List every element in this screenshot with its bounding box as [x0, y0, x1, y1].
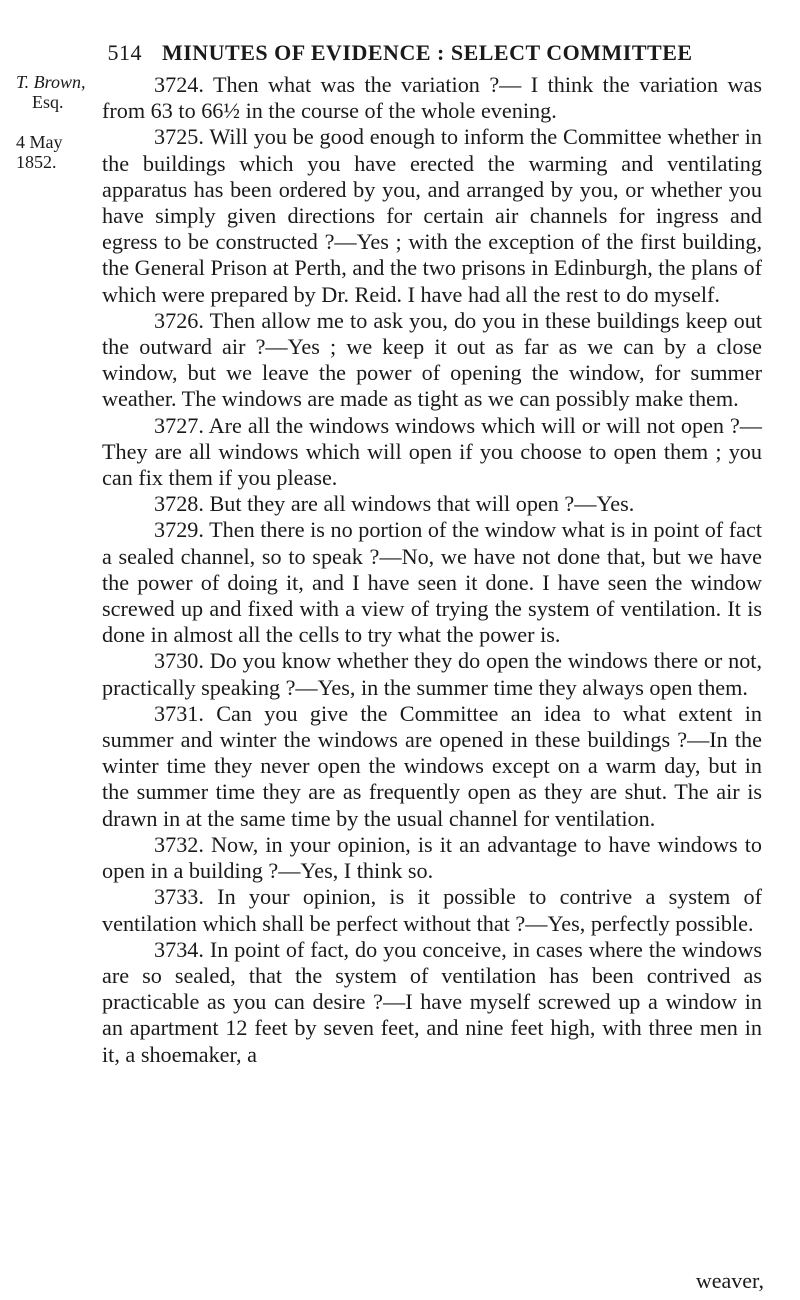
margin-note [16, 72, 96, 172]
question-3734: 3734. In point of fact, do you conceive, in cases where the windows are so sealed, that the system of ventilation has been contrived as practicable as you can desire ?—I have myself screwed up a window in an apartment 12 feet by seven feet, and nine feet high, with three men in it, a shoemaker, a [102, 936, 762, 1067]
catchword: weaver, [695, 1268, 764, 1293]
question-3731: 3731. Can you give the Committee an idea to what extent in summer and winter the windows are opened in these buildings ?—In the winter time they never open the windows except on a warm day, but in the summer time they are as frequently open as they are shut. The air is drawn in at the same time by the usual channel for ventilation. [102, 700, 762, 831]
question-3730: 3730. Do you know whether they do open the windows there or not, practically speaking ?—Yes, in the summer time they always open them. [102, 648, 762, 700]
evidence-body [102, 72, 762, 1068]
question-3729: 3729. Then there is no portion of the window what is in point of fact a sealed channel, so to speak ?—No, we have not done that, but we have the power of doing it, and I have seen it done. I have seen the window screwed up and fixed with a view of trying the system of ventilation. It is done in almost all the cells to try what the power is. [102, 517, 762, 648]
witness-title: Esq. [32, 92, 64, 112]
question-3732: 3732. Now, in your opinion, is it an advantage to have windows to open in a building ?—Yes, I think so. [102, 831, 762, 884]
session-date: 4 May 1852. [16, 132, 63, 172]
page-number: 514 [107, 40, 142, 65]
witness-name: T. Brown, [16, 72, 86, 92]
question-3727: 3727. Are all the windows windows which will or will not open ?—They are all windows which will open if you choose to open them ; you can fix them if you please. [102, 412, 762, 491]
question-3728: 3728. But they are all windows that will open ?—Yes. [154, 491, 635, 517]
question-3725: 3725. Will you be good enough to inform the Committee whether in the buildings which you have erected the warming and ventilating apparatus has been ordered by you, and arranged by you, or whether you have simply given directions for certain air channels for ingress and egress to be constructed ?—Yes ; with the exception of the first building, the General Prison at Perth, and the two prisons in Edinburgh, the plans of which were prepared by Dr. Reid. I have had all the rest to do myself. [102, 124, 762, 307]
page-title: MINUTES OF EVIDENCE : SELECT COMMITTEE [161, 40, 693, 65]
question-3724: 3724. Then what was the variation ?— I think the variation was from 63 to 66½ in the course of the whole evening. [102, 72, 762, 124]
question-3733: 3733. In your opinion, is it possible to contrive a system of ventilation which shall be perfect without that ?—Yes, perfectly possible. [102, 884, 762, 936]
question-3726: 3726. Then allow me to ask you, do you in these buildings keep out the outward air ?—Yes ; we keep it out as far as we can by a close window, but we leave the power of opening the window, for summer weather. The windows are made as tight as we can possibly make them. [102, 307, 762, 412]
running-head [0, 40, 800, 66]
